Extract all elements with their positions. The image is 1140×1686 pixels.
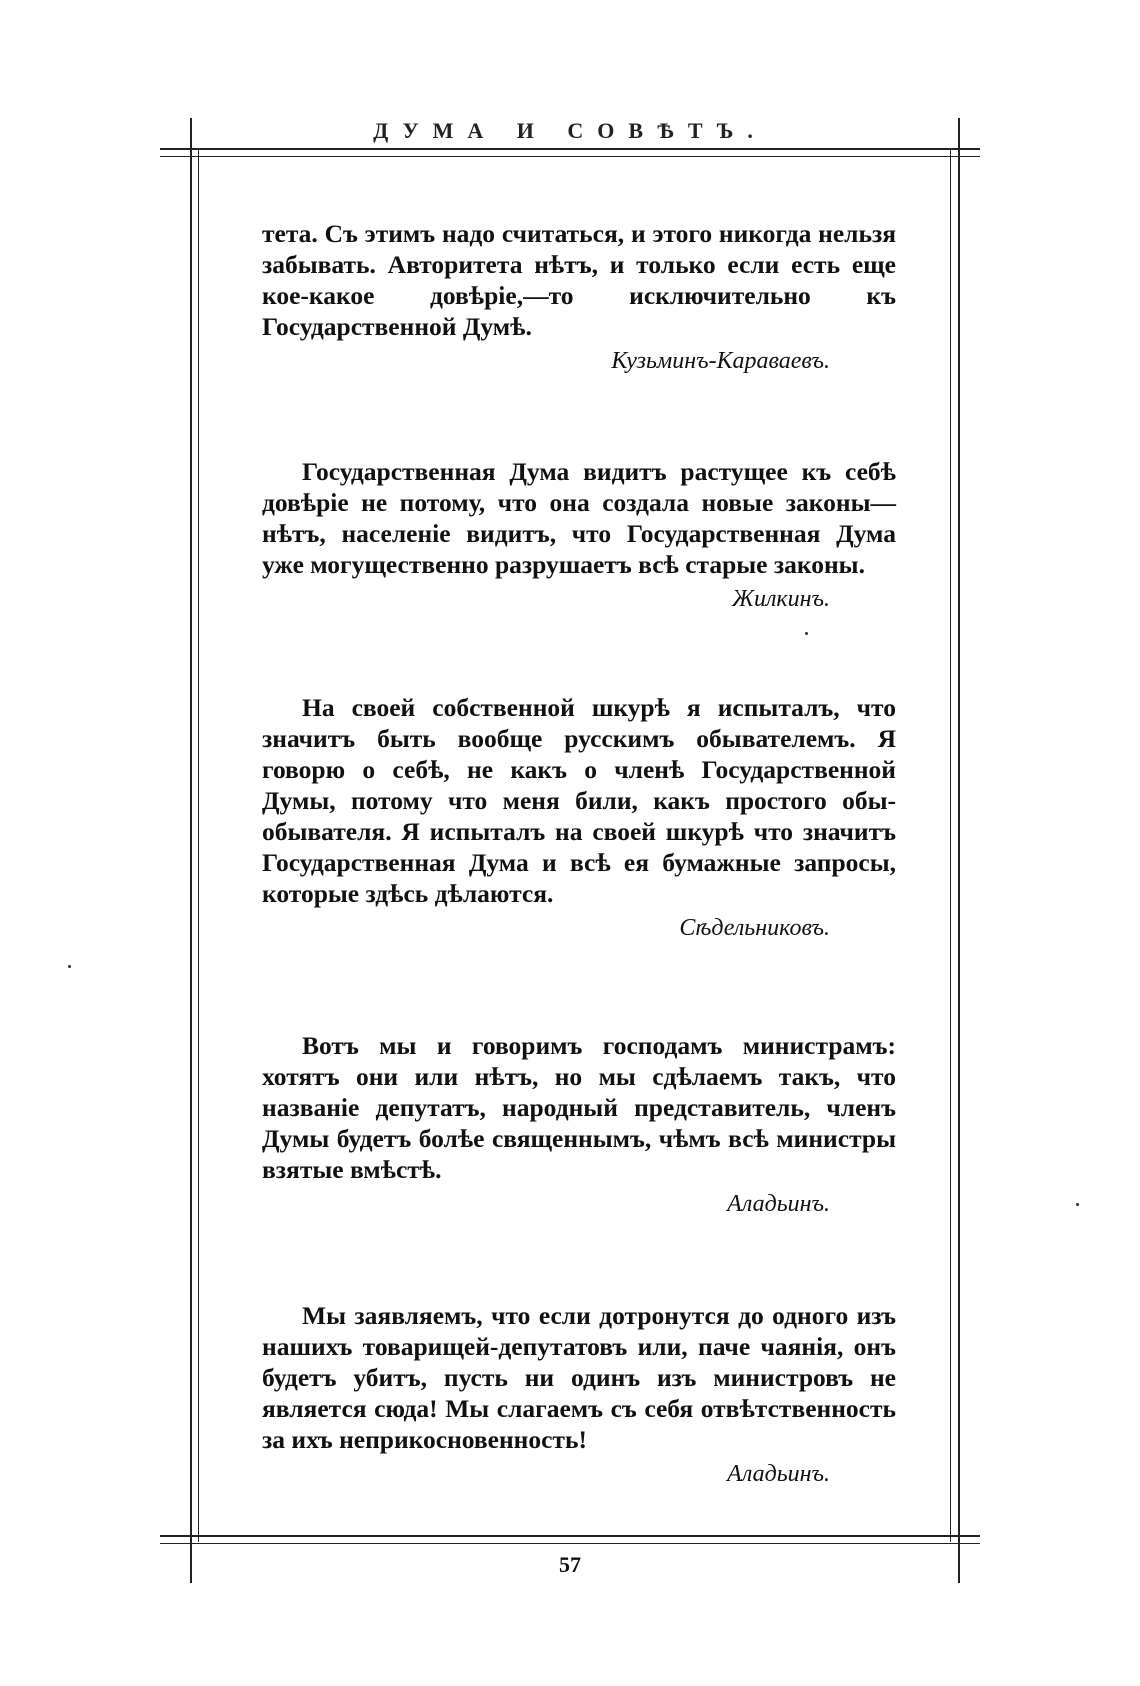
quote-block [262,1030,896,1220]
quote-block [262,692,896,944]
quote-block [262,456,896,615]
quote-author: Кузьминъ-Караваевъ. [611,348,830,374]
quote-text: тета. Съ этимъ надо считаться, и этого никогда нельзя забывать. Авторитета нѣтъ, и только если есть еще кое-какое довѣріе,—то исключительно къ Государственной Думѣ. [262,219,896,341]
top-rule-upper [160,148,980,150]
quote-text: Государственная Дума видитъ растущее къ себѣ довѣріе не потому, что она создала новые законы—нѣтъ, населеніе видитъ, что Государственная Дума уже могущественно разрушаетъ всѣ старые законы. [262,457,896,579]
left-border-inner [198,150,199,1542]
quote-block [262,1300,896,1490]
left-border-outer [190,118,192,1583]
page-number: 57 [559,1552,581,1577]
right-border-inner [950,150,951,1542]
scan-speck [1076,1203,1079,1206]
quote-author: Аладьинъ. [727,1461,830,1487]
right-border-outer [958,118,960,1583]
quote-block [262,218,896,377]
scan-speck [805,632,808,635]
scan-speck [68,965,71,968]
quote-author: Аладьинъ. [727,1191,830,1217]
running-header: ДУМА И СОВѢТЪ. [373,118,767,143]
bottom-rule-upper [160,1535,980,1537]
quote-text: Мы заявляемъ, что если дотронутся до одного изъ нашихъ товарищей-депутатовъ или, паче чаянія, онъ будетъ убитъ, пусть ни одинъ изъ министровъ не является сюда! Мы слагаемъ съ себя отвѣтственность за ихъ неприкосновенность! [262,1301,896,1454]
quote-text: На своей собственной шкурѣ я испыталъ, что значитъ быть вообще русскимъ обывателемъ. Я говорю о себѣ, не какъ о членѣ Государственной Думы, потому что меня били, какъ простого обы-обывателя. Я испыталъ на своей шкурѣ что значитъ Государственная Дума и всѣ ея бумажные запросы, которые здѣсь дѣлаются. [262,693,896,908]
quote-author: Сѣдельниковъ. [679,915,830,941]
bottom-rule-lower [160,1543,980,1544]
quote-text: Вотъ мы и говоримъ господамъ министрамъ: хотятъ они или нѣтъ, но мы сдѣлаемъ такъ, что названіе депутатъ, народный представитель, членъ Думы будетъ болѣе священнымъ, чѣмъ всѣ министры взятые вмѣстѣ. [262,1031,896,1184]
top-rule-lower [160,156,980,157]
quote-author: Жилкинъ. [731,586,830,612]
